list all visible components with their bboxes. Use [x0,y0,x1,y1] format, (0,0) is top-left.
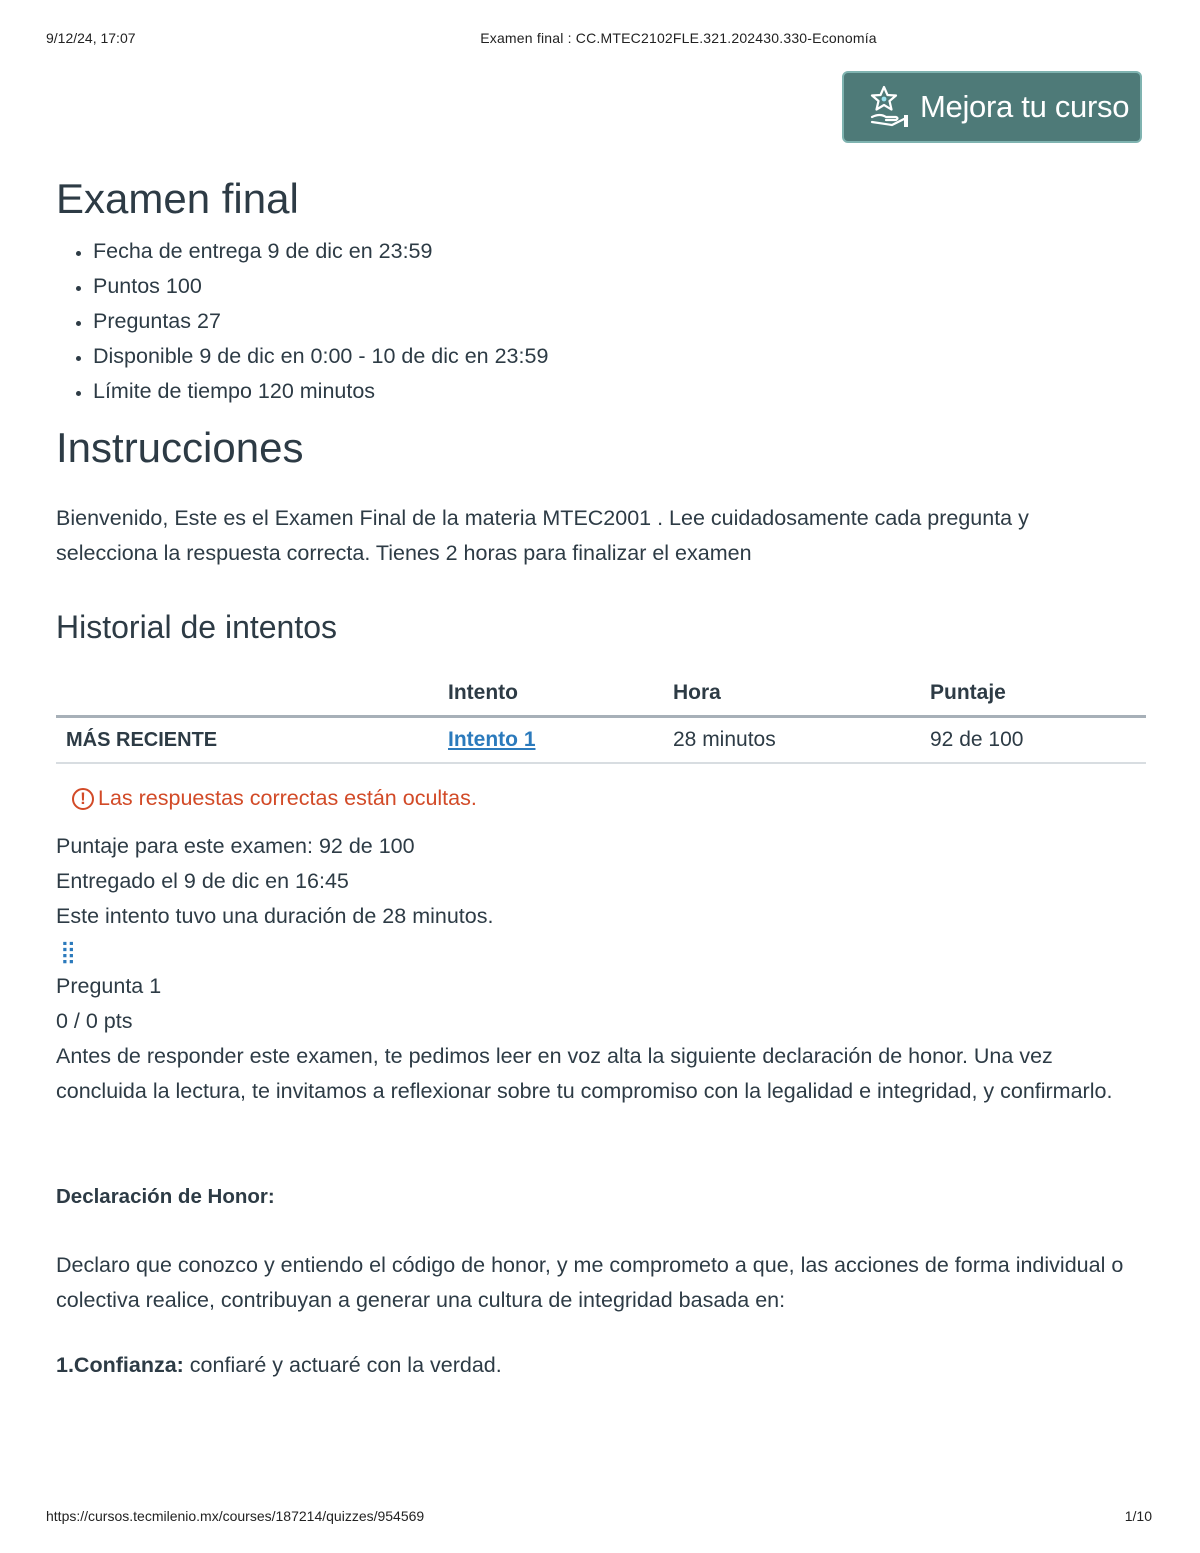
detail-questions: • Preguntas 27 [93,304,1146,339]
col-header-blank [56,671,448,717]
improve-course-button[interactable] [842,71,1142,143]
quiz-details-list [56,234,1146,409]
question-text: Antes de responder este examen, te pedimos leer en voz alta la siguiente declaración de honor. Una vez concluida la lectura, te invitamos a reflexionar sobre tu compromiso con la legalidad e integridad, y confirmarlo. [56,1044,1113,1103]
improve-course-label: Mejora tu curso [920,89,1130,124]
print-url: https://cursos.tecmilenio.mx/courses/187214/quizzes/954569 [46,1508,425,1524]
quiz-title: Examen final [56,175,299,222]
history-title: Historial de intentos [56,609,338,645]
honor-text: Declaro que conozco y entiendo el código de honor, y me comprometo a que, las acciones de forma individual o colectiva realice, contribuyan a generar una cultura de integridad basada en: [56,1253,1124,1312]
warning-circle-icon: ! [72,788,94,810]
print-page-number: 1/10 [1124,1508,1152,1524]
row-score: 92 de 100 [930,717,1146,764]
summary-submitted: Entregado el 9 de dic en 16:45 [56,869,349,893]
detail-points: • Puntos 100 [93,269,1146,304]
honor-title: Declaración de Honor: [56,1185,275,1208]
star-hand-icon [868,85,910,129]
table-header-row [56,671,1146,717]
summary-duration: Este intento tuvo una duración de 28 minutos. [56,904,494,928]
print-date: 9/12/24, 17:07 [46,30,136,46]
instructions-title: Instrucciones [56,424,304,471]
attempt-history-table [56,671,1146,764]
question-points: 0 / 0 pts [56,1009,133,1033]
col-header-time: Hora [673,671,930,717]
main-content [56,170,1146,1383]
col-header-score: Puntaje [930,671,1146,717]
row-label: MÁS RECIENTE [56,717,448,764]
honor-item-1-label: 1.Confianza: [56,1353,184,1377]
honor-item-1 [56,1348,1146,1383]
row-time: 28 minutos [673,717,930,764]
print-doc-title: Examen final : CC.MTEC2102FLE.321.202430.330-Economía [480,30,877,46]
col-header-attempt: Intento [448,671,673,717]
drag-handle-icon[interactable]: ⣿ [60,939,77,964]
answers-hidden-text: Las respuestas correctas están ocultas. [98,786,477,810]
table-row [56,717,1146,764]
summary-score: Puntaje para este examen: 92 de 100 [56,834,415,858]
attempt-link[interactable]: Intento 1 [448,728,536,751]
honor-item-1-text: confiaré y actuaré con la verdad. [183,1353,502,1377]
attempt-summary [56,829,1146,1039]
question-label: Pregunta 1 [56,974,162,998]
instructions-text: Bienvenido, Este es el Examen Final de la materia MTEC2001 . Lee cuidadosamente cada pregunta y selecciona la respuesta correcta. Tienes 2 horas para finalizar el examen [56,506,1029,565]
answers-hidden-notice [72,786,1146,811]
detail-time-limit: • Límite de tiempo 120 minutos [93,374,1146,409]
detail-due-date: • Fecha de entrega 9 de dic en 23:59 [93,234,1146,269]
detail-available: • Disponible 9 de dic en 0:00 - 10 de dic en 23:59 [93,339,1146,374]
